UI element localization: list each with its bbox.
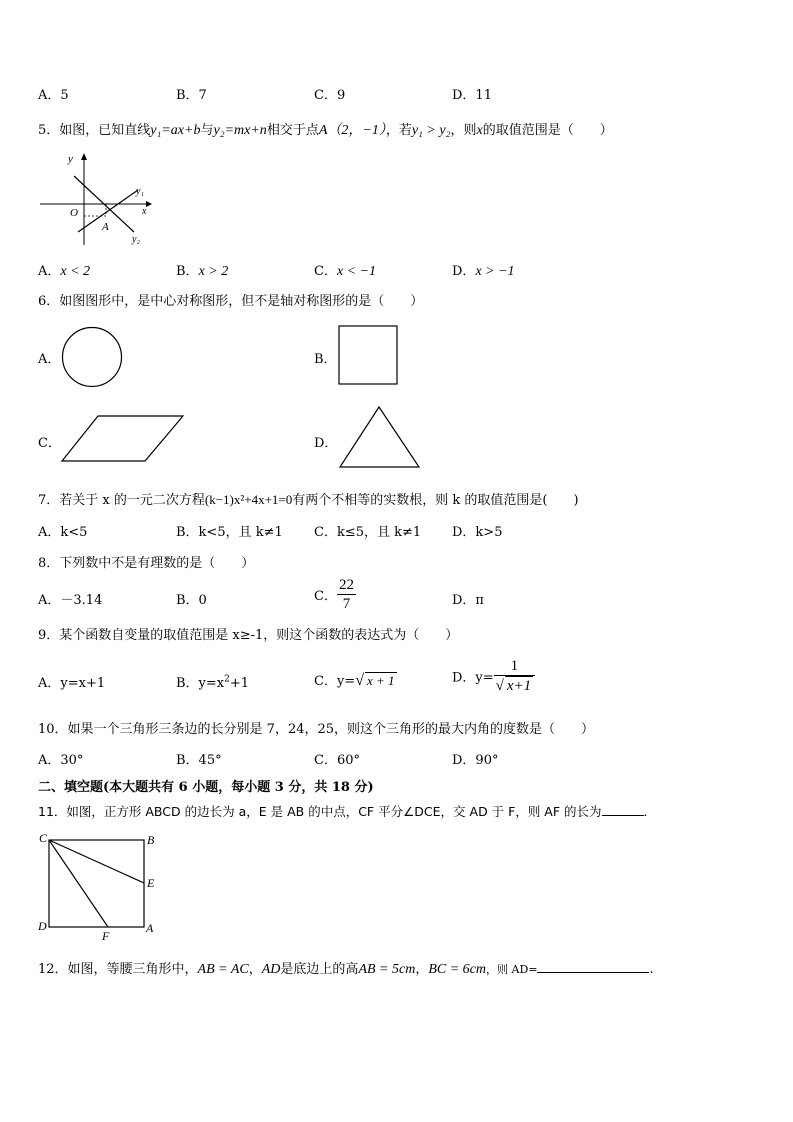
q9-option-b-suffix: +1	[229, 676, 250, 691]
q5-cond: y₁ > y₂	[411, 123, 451, 138]
q5-mid3: ，若	[385, 123, 412, 138]
q9-option-d-denominator	[494, 676, 536, 695]
q8-option-a: A．－3.14	[38, 593, 103, 608]
y-axis-arrow	[81, 153, 87, 160]
q9-option-d-prefix: D．y=	[452, 670, 494, 686]
q5-option-b-label: B．	[176, 264, 199, 279]
q10-option-b: B．45°	[176, 753, 222, 768]
q12-eq2: AB = 5cm	[358, 962, 416, 977]
q10-option-a: A．30°	[38, 753, 84, 768]
q4-option-d: D．11	[452, 88, 492, 103]
label-f: F	[102, 929, 110, 943]
label-y2: y₂	[132, 234, 140, 245]
q12-ad: AD	[261, 962, 281, 977]
q9-option-b	[176, 672, 249, 691]
q11-square-figure	[36, 830, 166, 943]
q12-end: .	[649, 962, 654, 977]
label-c: C	[39, 831, 48, 845]
q5-option-d-label: D．	[452, 264, 476, 279]
q10-option-d: D．90°	[452, 753, 499, 768]
q7-option-d: D．k>5	[452, 525, 503, 540]
section-2-title: 二、填空题(本大题共有 6 小题，每小题 3 分，共 18 分)	[38, 780, 374, 795]
q7-option-b: B．k<5，且 k≠1	[176, 525, 283, 540]
q9-stem: 9．某个函数自变量的取值范围是 x≥-1，则这个函数的表达式为（ ）	[38, 628, 459, 643]
label-d: D	[38, 919, 47, 933]
q9-option-c-radicand: x + 1	[366, 673, 395, 688]
q6-option-b-label: B．	[314, 352, 337, 367]
label-e: E	[147, 876, 155, 890]
q5-option-a-value: x < 2	[60, 264, 91, 279]
q9-option-d	[452, 657, 535, 695]
q5-graph	[38, 150, 158, 250]
q9-option-d-fraction	[494, 657, 536, 695]
q10-stem: 10．如果一个三角形三条边的长分别是 7，24，25，则这个三角形的最大内角的度数是（ ）	[38, 722, 595, 737]
q8-option-c-label: C．	[314, 589, 337, 604]
label-point-a: A	[102, 221, 109, 233]
q10-option-c: C．60°	[314, 753, 360, 768]
q9-option-c-radical-sign: √	[355, 672, 364, 689]
q9-option-d-numerator: 1	[494, 657, 536, 676]
q5-option-b-value: x > 2	[198, 264, 229, 279]
q5-option-a-label: A．	[38, 264, 61, 279]
q7-equation: (k−1)x²+4x+1=0	[204, 492, 293, 507]
q7-stem	[38, 489, 579, 508]
q5-mid1: 与	[200, 123, 214, 138]
q6-option-a-label: A．	[38, 352, 61, 367]
q6-circle-shape	[60, 325, 124, 389]
q8-option-d: D．π	[452, 593, 484, 608]
label-x: x	[142, 206, 147, 217]
q5-point: A（2，−1）	[318, 123, 386, 138]
q6-stem: 6．如图图形中，是中心对称图形，但不是轴对称图形的是（ ）	[38, 294, 424, 309]
q12-mid3: ，	[415, 962, 429, 977]
q9-option-c-prefix: C．y=	[314, 674, 356, 689]
q5-stem	[38, 119, 613, 139]
q9-option-b-sup: 2	[224, 674, 230, 685]
q6-option-d-label: D．	[314, 436, 338, 451]
label-y1: y₁	[136, 186, 144, 197]
q5-option-d	[452, 260, 515, 280]
q5-mid4: ，则	[450, 123, 477, 138]
q5-mid2: 相交于点	[266, 123, 319, 138]
q9-option-d-radicand: x+1	[506, 678, 532, 694]
label-a: A	[146, 921, 154, 935]
q11-stem	[38, 802, 648, 820]
q11-stem-end: .	[643, 804, 648, 819]
q6-square-shape	[338, 325, 400, 387]
label-b: B	[147, 833, 155, 847]
q8-option-c	[314, 576, 356, 613]
q11-stem-text: 11．如图，正方形 ABCD 的边长为 a，E 是 AB 的中点，CF 平分∠DCE，交 AD 于 F，则 AF 的长为	[38, 804, 602, 819]
q5-option-c	[314, 260, 376, 280]
q12-mid2: 是底边上的高	[280, 962, 359, 977]
q7-stem-prefix: 7．若关于 x 的一元二次方程	[38, 493, 205, 508]
q5-var: x	[476, 123, 483, 138]
q5-expr2: y₂=mx+n	[213, 123, 267, 138]
q12-stem	[38, 958, 654, 978]
q12-eq3: BC = 6cm	[428, 962, 486, 977]
q8-fraction-numerator: 22	[338, 577, 354, 593]
square-abcd	[49, 840, 144, 927]
q5-option-d-value: x > −1	[475, 264, 515, 279]
q5-option-c-value: x < −1	[336, 264, 377, 279]
q5-expr1: y₁=ax+b	[150, 123, 201, 138]
q9-option-b-prefix: B．y=x	[176, 676, 225, 691]
q7-option-c: C．k≤5，且 k≠1	[314, 525, 422, 540]
q12-eq1: AB = AC	[197, 962, 249, 977]
q4-option-b: B．7	[176, 88, 207, 103]
q6-triangle-shape	[338, 405, 422, 469]
q7-stem-suffix: 有两个不相等的实数根，则 k 的取值范围是( )	[292, 493, 579, 508]
label-origin: O	[70, 207, 78, 219]
q6-option-c-label: C．	[38, 436, 61, 451]
q9-option-d-radical-sign: √	[495, 678, 504, 694]
q5-option-c-label: C．	[314, 264, 337, 279]
q12-prefix: 12．如图，等腰三角形中，	[38, 962, 198, 977]
q5-stem-prefix: 5．如图，已知直线	[38, 123, 151, 138]
q8-fraction	[337, 576, 356, 613]
q4-option-a: A．5	[38, 88, 69, 103]
q7-option-a: A．k<5	[38, 525, 88, 540]
q8-option-b: B．0	[176, 593, 207, 608]
q12-answer-blank	[537, 960, 649, 973]
q5-option-b	[176, 260, 228, 280]
q5-option-a	[38, 260, 90, 280]
q8-stem: 8．下列数中不是有理数的是（ ）	[38, 556, 255, 571]
label-y: y	[68, 153, 73, 165]
q12-mid4: ，则 AD=	[486, 963, 538, 976]
q9-option-a: A．y=x+1	[38, 676, 106, 691]
q9-option-c	[314, 670, 397, 690]
q6-parallelogram-shape	[60, 414, 186, 464]
q11-answer-blank	[602, 803, 644, 816]
q8-fraction-denominator: 7	[342, 596, 351, 612]
x-axis-arrow	[146, 201, 152, 207]
q4-option-c: C．9	[314, 88, 346, 103]
q12-mid1: ，	[248, 962, 262, 977]
q5-stem-suffix: 的取值范围是（ ）	[482, 123, 613, 138]
